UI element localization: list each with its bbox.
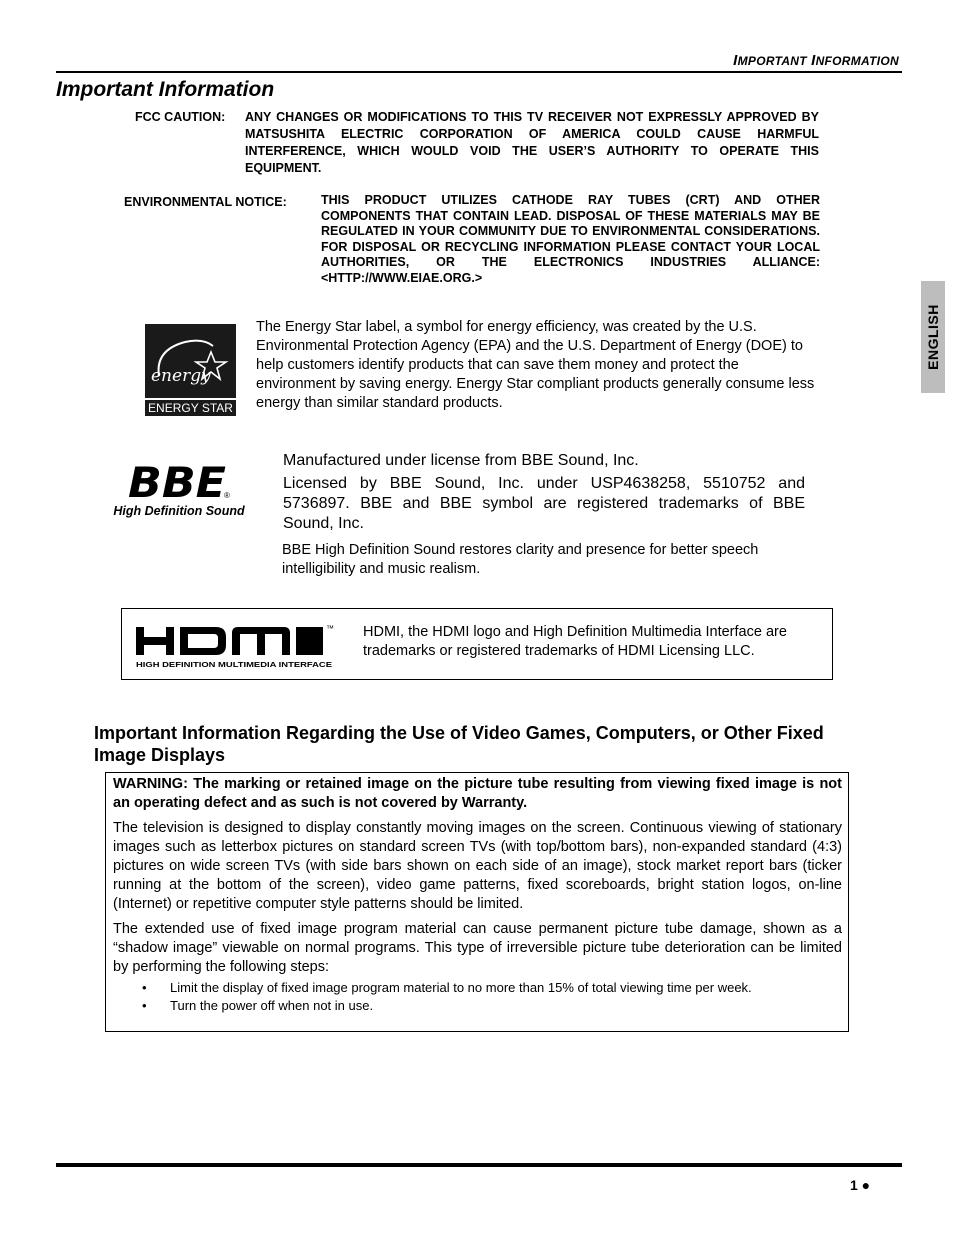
energy-star-logo [145, 324, 236, 416]
header-initial-1: I [733, 52, 738, 69]
hdmi-box [121, 608, 833, 680]
hdmi-tm: ™ [326, 624, 334, 633]
page-title: Important Information [56, 78, 275, 101]
bbe-text-block [283, 451, 805, 534]
paragraph-2: The extended use of fixed image program material can cause permanent picture tube damage, shown as a “shadow image” viewable on normal programs. This type of irreversible picture tube deterioration can be limited by performing the following steps: [113, 921, 842, 975]
header-rest-2: NFORMATION [815, 54, 899, 68]
footer-rule [56, 1163, 902, 1167]
list-item: • Turn the power off when not in use. [113, 997, 842, 1015]
hdmi-logo-icon [136, 623, 350, 671]
hdmi-caption: HIGH DEFINITION MULTIMEDIA INTERFACE [136, 660, 332, 669]
energy-star-text: The Energy Star label, a symbol for energy efficiency, was created by the U.S. Environmental Protection Agency (EPA) and the U.S. Department of Energy (DOE) to help customers identify products that can save them money and protect the environment by saving energy. Energy Star compliant products generally consume less energy than similar standard products. [256, 319, 815, 411]
energy-star-caption: ENERGY STAR [148, 401, 233, 415]
paragraph-1: The television is designed to display constantly moving images on the screen. Continuous viewing of stationary images such as letterbox pictures on standard screen TVs (with top/bottom bars), non-expanded standard (4:3) pictures on wide screen TVs (with side bars shown on each side of an image), stock market report bars (ticker running at the bottom of the screen), video game patterns, fixed scoreboards, bright station logos, on-line (Internet) or repetitive computer style patterns should be limited. [113, 820, 842, 912]
header-rest-1: MPORTANT [737, 54, 807, 68]
environmental-notice-label: ENVIRONMENTAL NOTICE: [124, 195, 287, 209]
energy-star-icon [145, 324, 236, 416]
fcc-caution-label: FCC CAUTION: [135, 110, 226, 124]
warning-text: WARNING: The marking or retained image on the picture tube resulting from viewing fixed image is not an operating defect and as such is not covered by Warranty. [113, 776, 842, 811]
warning-box [105, 772, 849, 1032]
warning-content [113, 775, 842, 1014]
list-item: • Limit the display of fixed image program material to no more than 15% of total viewing time per week. [113, 979, 842, 997]
section-heading: Important Information Regarding the Use of Video Games, Computers, or Other Fixed Image Displays [94, 723, 824, 765]
fcc-caution-text: ANY CHANGES OR MODIFICATIONS TO THIS TV RECEIVER NOT EXPRESSLY APPROVED BY MATSUSHITA ELECTRIC CORPORATION OF AMERICA COULD CAUSE HARMFUL INTERFERENCE, WHICH WOULD VOID THE USER’S AUTHORITY TO OPERATE THIS EQUIPMENT. [245, 110, 819, 175]
bbe-logo [104, 460, 254, 524]
bbe-icon [104, 460, 254, 504]
header-rule [56, 71, 902, 73]
bbe-logo-caption: High Definition Sound [113, 504, 245, 518]
steps-list [113, 979, 842, 1014]
bbe-line1: Manufactured under license from BBE Sound, Inc. [283, 452, 639, 469]
running-header [640, 52, 899, 69]
bbe-line3: BBE High Definition Sound restores clarity and presence for better speech intelligibility and music realism. [282, 542, 759, 577]
energy-script: energy [151, 366, 211, 386]
bbe-registered: ® [224, 491, 230, 500]
hdmi-text: HDMI, the HDMI logo and High Definition Multimedia Interface are trademarks or registered trademarks of HDMI Licensing LLC. [363, 624, 787, 659]
bbe-line2: Licensed by BBE Sound, Inc. under USP4638258, 5510752 and 5736897. BBE and BBE symbol are registered trademarks of BBE Sound, Inc. [283, 475, 805, 532]
header-initial-2: I [811, 52, 816, 69]
bbe-letters: BBE [128, 460, 227, 504]
page-number: 1 ● [850, 1177, 871, 1193]
environmental-notice-text: THIS PRODUCT UTILIZES CATHODE RAY TUBES (CRT) AND OTHER COMPONENTS THAT CONTAIN LEAD. DISPOSAL OF THESE MATERIALS MAY BE REGULATED IN YOUR COMMUNITY DUE TO ENVIRONMENTAL CONSIDERATIONS. FOR DISPOSAL OR RECYCLING INFORMATION PLEASE CONTACT YOUR LOCAL AUTHORITIES, OR THE ELECTRONICS INDUSTRIES ALLIANCE: <HTTP://WWW.EIAE.ORG.> [321, 193, 820, 285]
language-tab-label: ENGLISH [925, 304, 941, 370]
language-tab [921, 281, 945, 393]
